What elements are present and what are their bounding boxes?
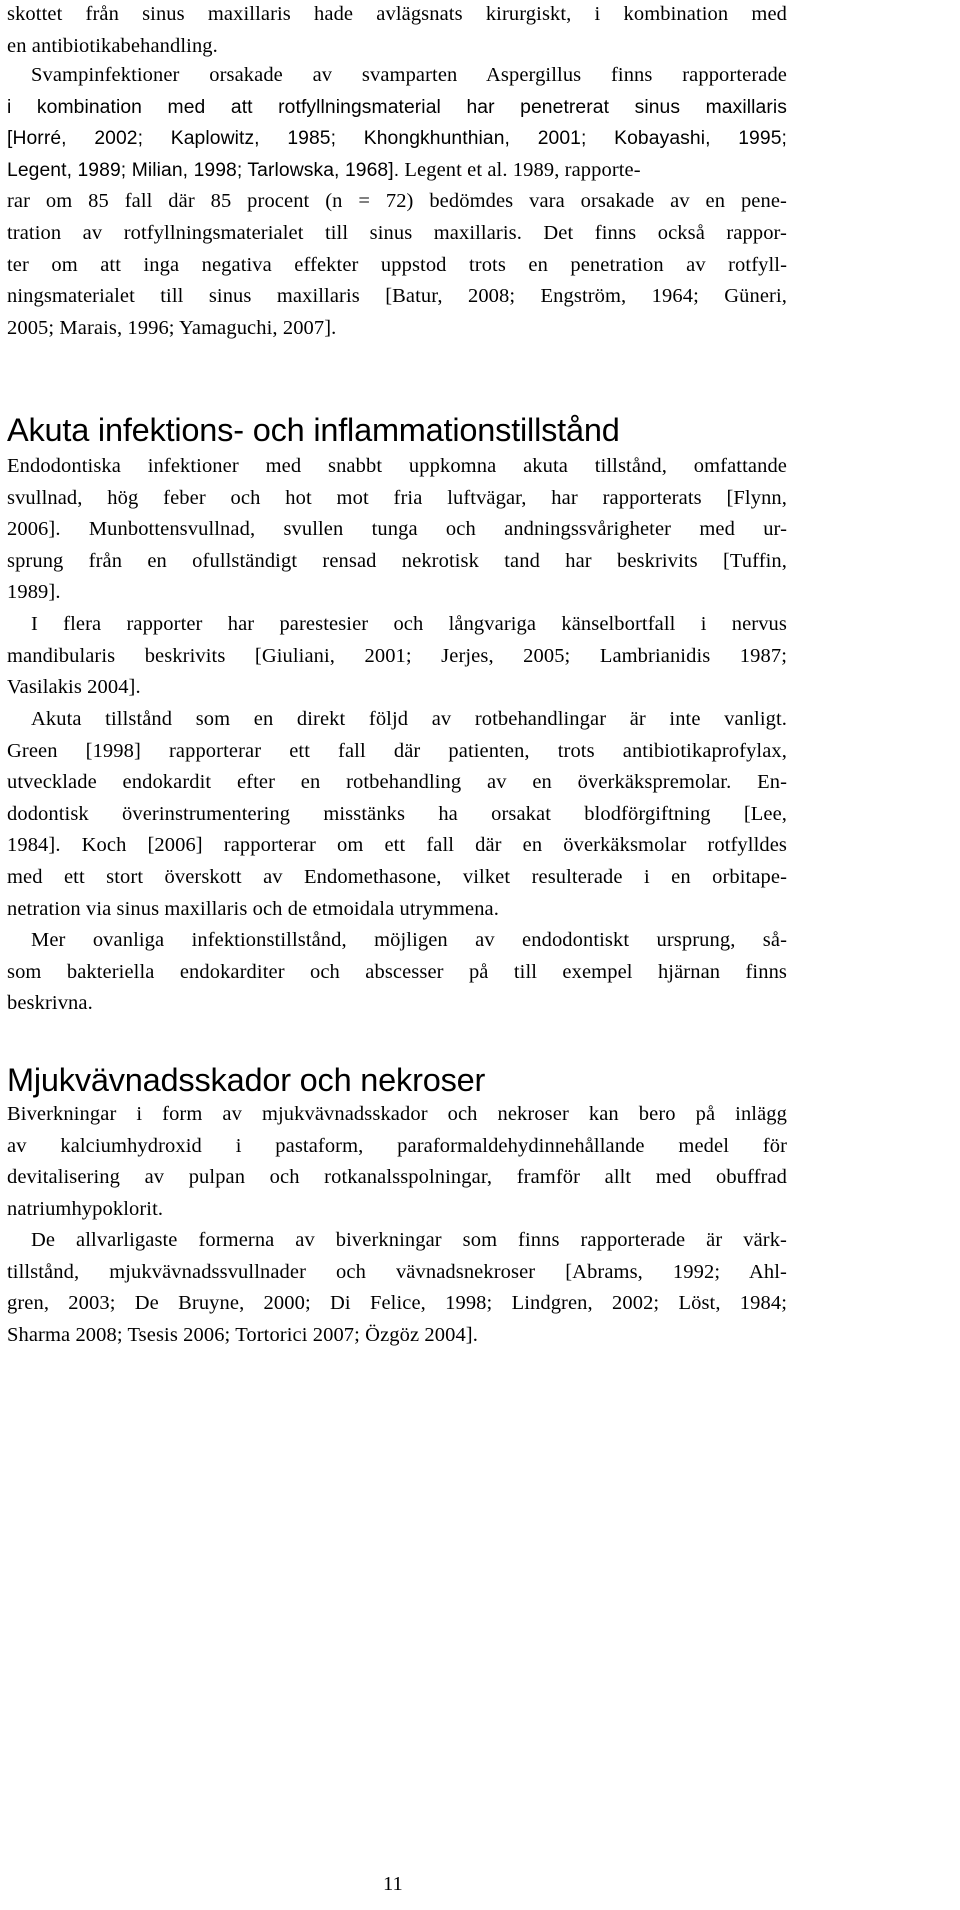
text-line: i kombination med att rotfyllningsmaterial har penetrerat sinus maxillaris xyxy=(7,96,787,118)
text-fragment: Legent et al. 1989, rapporte- xyxy=(399,158,641,181)
page-number: 11 xyxy=(383,1873,403,1895)
text-line: skottet från sinus maxillaris hade avlägsnats kirurgiskt, i kombination med xyxy=(7,3,787,25)
intro-paragraph xyxy=(7,0,787,62)
aspergillus-paragraph xyxy=(7,60,787,344)
text-line: svullnad, hög feber och hot mot fria luftvägar, har rapporterats [Flynn, xyxy=(7,486,787,509)
text-line: ter om att inga negativa effekter uppstod trots en penetration av rotfyll- xyxy=(7,253,787,276)
text-line: dodontisk överinstrumentering misstänks ha orsakat blodförgiftning [Lee, xyxy=(7,802,787,825)
section1-paragraph-2 xyxy=(7,609,787,704)
text-line: netration via sinus maxillaris och de etmoidala utrymmena. xyxy=(7,897,499,920)
text-line xyxy=(7,155,787,187)
text-line: Sharma 2008; Tsesis 2006; Tortorici 2007; Özgöz 2004]. xyxy=(7,1323,478,1346)
text-line: med ett stort överskott av Endomethasone, vilket resulterade i en orbitape- xyxy=(7,865,787,888)
text-line: devitalisering av pulpan och rotkanalsspolningar, framför allt med obuffrad xyxy=(7,1166,787,1189)
section-heading: Akuta infektions- och inflammationstillstånd xyxy=(7,412,620,448)
text-line: Akuta tillstånd som en direkt följd av rotbehandlingar är inte vanligt. xyxy=(31,708,787,730)
text-line: I flera rapporter har parestesier och långvariga känselbortfall i nervus xyxy=(31,613,787,635)
section1-paragraph-3 xyxy=(7,704,787,925)
text-line: 1984]. Koch [2006] rapporterar om ett fall där en överkäksmolar rotfylldes xyxy=(7,834,787,857)
text-line: Biverkningar i form av mjukvävnadsskador och nekroser kan bero på inlägg xyxy=(7,1103,787,1125)
section1-paragraph-4 xyxy=(7,925,787,1020)
text-line: som bakteriella endokarditer och abscesser på till exempel hjärnan finns xyxy=(7,960,787,983)
text-line: Vasilakis 2004]. xyxy=(7,676,141,699)
text-line: sprung från en ofullständigt rensad nekrotisk tand har beskrivits [Tuffin, xyxy=(7,549,787,572)
text-line: De allvarligaste formerna av biverkningar som finns rapporterade är värk- xyxy=(31,1229,787,1251)
text-line: tration av rotfyllningsmaterialet till sinus maxillaris. Det finns också rappor- xyxy=(7,221,787,244)
text-line: 2005; Marais, 1996; Yamaguchi, 2007]. xyxy=(7,316,337,339)
text-line: rar om 85 fall där 85 procent (n = 72) bedömdes vara orsakade av en pene- xyxy=(7,190,787,213)
text-line: natriumhypoklorit. xyxy=(7,1197,164,1220)
text-line: Endodontiska infektioner med snabbt uppkomna akuta tillstånd, omfattande xyxy=(7,455,787,477)
text-fragment: Legent, 1989; Milian, 1998; Tarlowska, 1968]. xyxy=(7,159,400,181)
text-line: Green [1998] rapporterar ett fall där patienten, trots antibiotikaprofylax, xyxy=(7,739,787,762)
text-line: [Horré, 2002; Kaplowitz, 1985; Khongkhunthian, 2001; Kobayashi, 1995; xyxy=(7,128,787,150)
text-line: Svampinfektioner orsakade av svamparten Aspergillus finns rapporterade xyxy=(31,64,787,86)
text-line: av kalciumhydroxid i pastaform, paraformaldehydinnehållande medel för xyxy=(7,1134,787,1157)
text-line: gren, 2003; De Bruyne, 2000; Di Felice, 1998; Lindgren, 2002; Löst, 1984; xyxy=(7,1292,787,1315)
section-heading: Mjukvävnadsskador och nekroser xyxy=(7,1062,486,1098)
section2-paragraph-1 xyxy=(7,1099,787,1225)
section1-paragraph-1 xyxy=(7,451,787,609)
text-line: Mer ovanliga infektionstillstånd, möjligen av endodontiskt ursprung, så- xyxy=(31,929,787,951)
text-line: mandibularis beskrivits [Giuliani, 2001; Jerjes, 2005; Lambrianidis 1987; xyxy=(7,644,787,667)
section2-paragraph-2 xyxy=(7,1225,787,1351)
text-line: 1989]. xyxy=(7,581,61,604)
text-line: en antibiotikabehandling. xyxy=(7,34,218,57)
text-line: 2006]. Munbottensvullnad, svullen tunga och andningssvårigheter med ur- xyxy=(7,518,787,541)
text-line: beskrivna. xyxy=(7,992,93,1015)
text-line: tillstånd, mjukvävnadssvullnader och vävnadsnekroser [Abrams, 1992; Ahl- xyxy=(7,1260,787,1283)
text-line: ningsmaterialet till sinus maxillaris [Batur, 2008; Engström, 1964; Güneri, xyxy=(7,285,787,308)
text-line: utvecklade endokardit efter en rotbehandling av en överkäkspremolar. En- xyxy=(7,771,787,794)
